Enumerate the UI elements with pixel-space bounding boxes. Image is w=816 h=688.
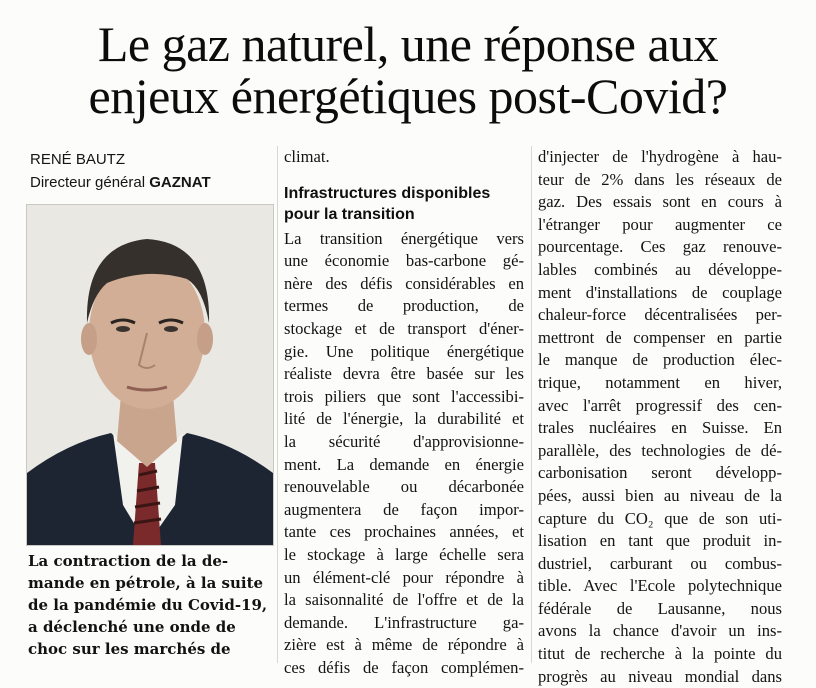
body-line: avec l'arrêt progressif des cen- <box>538 395 782 415</box>
lead-paragraph <box>28 550 274 660</box>
body-line: le manque de production élec- <box>538 350 782 370</box>
body-line: ces défis de façon complémen- <box>284 657 524 677</box>
body-line: parallèle, des technologies de dé- <box>538 440 782 460</box>
lead-line: mande en pétrole, à la suite <box>28 574 264 592</box>
author-company: GAZNAT <box>149 174 211 191</box>
body-line: tante ces prochaines années, et <box>284 522 524 542</box>
lead-line: La contraction de la de- <box>28 552 229 570</box>
author-portrait-photo <box>26 204 274 546</box>
body-line: l'étranger pour augmenter ce <box>538 214 782 234</box>
body-line: chaleur-force décentralisées per- <box>538 305 782 325</box>
article-title <box>0 18 816 122</box>
title-line-2: enjeux énergétiques post-Covid? <box>88 68 728 124</box>
body-line: la sécurité d'approvisionne- <box>284 431 524 451</box>
column-divider <box>531 146 532 663</box>
section-subheading <box>284 183 524 225</box>
body-line: pées, aussi bien au niveau de la <box>538 485 782 505</box>
body-line: termes de production, de <box>284 296 524 316</box>
body-line: carbonisation seront développ- <box>538 463 782 483</box>
title-line-1: Le gaz naturel, une réponse aux <box>97 16 719 72</box>
body-line: mettront de compenser en partie <box>538 327 782 347</box>
body-line: teur de 2% dans les réseaux de <box>538 169 782 189</box>
body-line: renouvelable ou décarbonée <box>284 477 524 497</box>
body-line: le stockage à large échelle sera <box>284 544 524 564</box>
body-line: d'injecter de l'hydrogène à hau- <box>538 147 782 166</box>
body-line: trales nucléaires en Suisse. En <box>538 418 782 438</box>
body-line: gie. Une politique énergétique <box>284 341 524 361</box>
lead-line: de la pandémie du Covid-19, <box>28 596 268 614</box>
body-line: dustriel, carburant ou combus- <box>538 553 782 573</box>
body-line: augmentera de façon impor- <box>284 499 524 519</box>
body-line: pourcentage. Ces gaz renouve- <box>538 237 782 257</box>
body-line: progrès au niveau mondial dans <box>538 666 782 686</box>
column-divider <box>277 146 278 663</box>
body-line: nère des défis considérables en <box>284 273 524 293</box>
author-role-line <box>30 174 211 191</box>
author-name: RENÉ BAUTZ <box>30 151 126 168</box>
body-line: fédérale de Lausanne, nous <box>538 598 782 618</box>
body-line: tible. Avec l'Ecole polytechnique <box>538 576 782 596</box>
body-line: zière est à même de répondre à <box>284 635 524 655</box>
body-line: lisation en tant que produit in- <box>538 531 782 551</box>
body-line: climat. <box>284 147 330 166</box>
body-line: lables combinés au développe- <box>538 259 782 279</box>
body-column-2 <box>284 146 524 679</box>
body-line: la saisonnalité de l'offre et de la <box>284 590 524 610</box>
body-line: titut de recherche à la pointe du <box>538 644 782 664</box>
body-line: trique, notamment en hiver, <box>538 372 782 392</box>
body-line: un élément-clé pour répondre à <box>284 567 524 587</box>
body-line: demande. L'infrastructure ga- <box>284 612 524 632</box>
body-line: La transition énergétique vers <box>284 228 524 248</box>
lead-line: choc sur les marchés de <box>28 640 231 658</box>
body-line: trois piliers que sont l'accessibi- <box>284 386 524 406</box>
body-line: lité de l'énergie, la durabilité et <box>284 409 524 429</box>
body-line: gaz. Des essais sont en cours à <box>538 192 782 212</box>
body-column-3 <box>538 146 782 688</box>
body-line: avons la chance d'avoir un ins- <box>538 621 782 641</box>
body-line: stockage et de transport d'éner- <box>284 318 524 338</box>
subheading-line: pour la transition <box>284 205 415 223</box>
body-line: ment. La demande en énergie <box>284 454 524 474</box>
body-line: réaliste devra être basée sur les <box>284 364 524 384</box>
body-line: une économie bas-carbone gé- <box>284 251 524 271</box>
portrait-photo-icon <box>27 205 273 545</box>
lead-line: a déclenché une onde de <box>28 618 236 636</box>
body-line: capture du CO₂ que de son uti- <box>538 508 782 528</box>
author-role: Directeur général <box>30 174 146 191</box>
body-line: ment d'installations de couplage <box>538 282 782 302</box>
subheading-line: Infrastructures disponibles <box>284 184 491 202</box>
